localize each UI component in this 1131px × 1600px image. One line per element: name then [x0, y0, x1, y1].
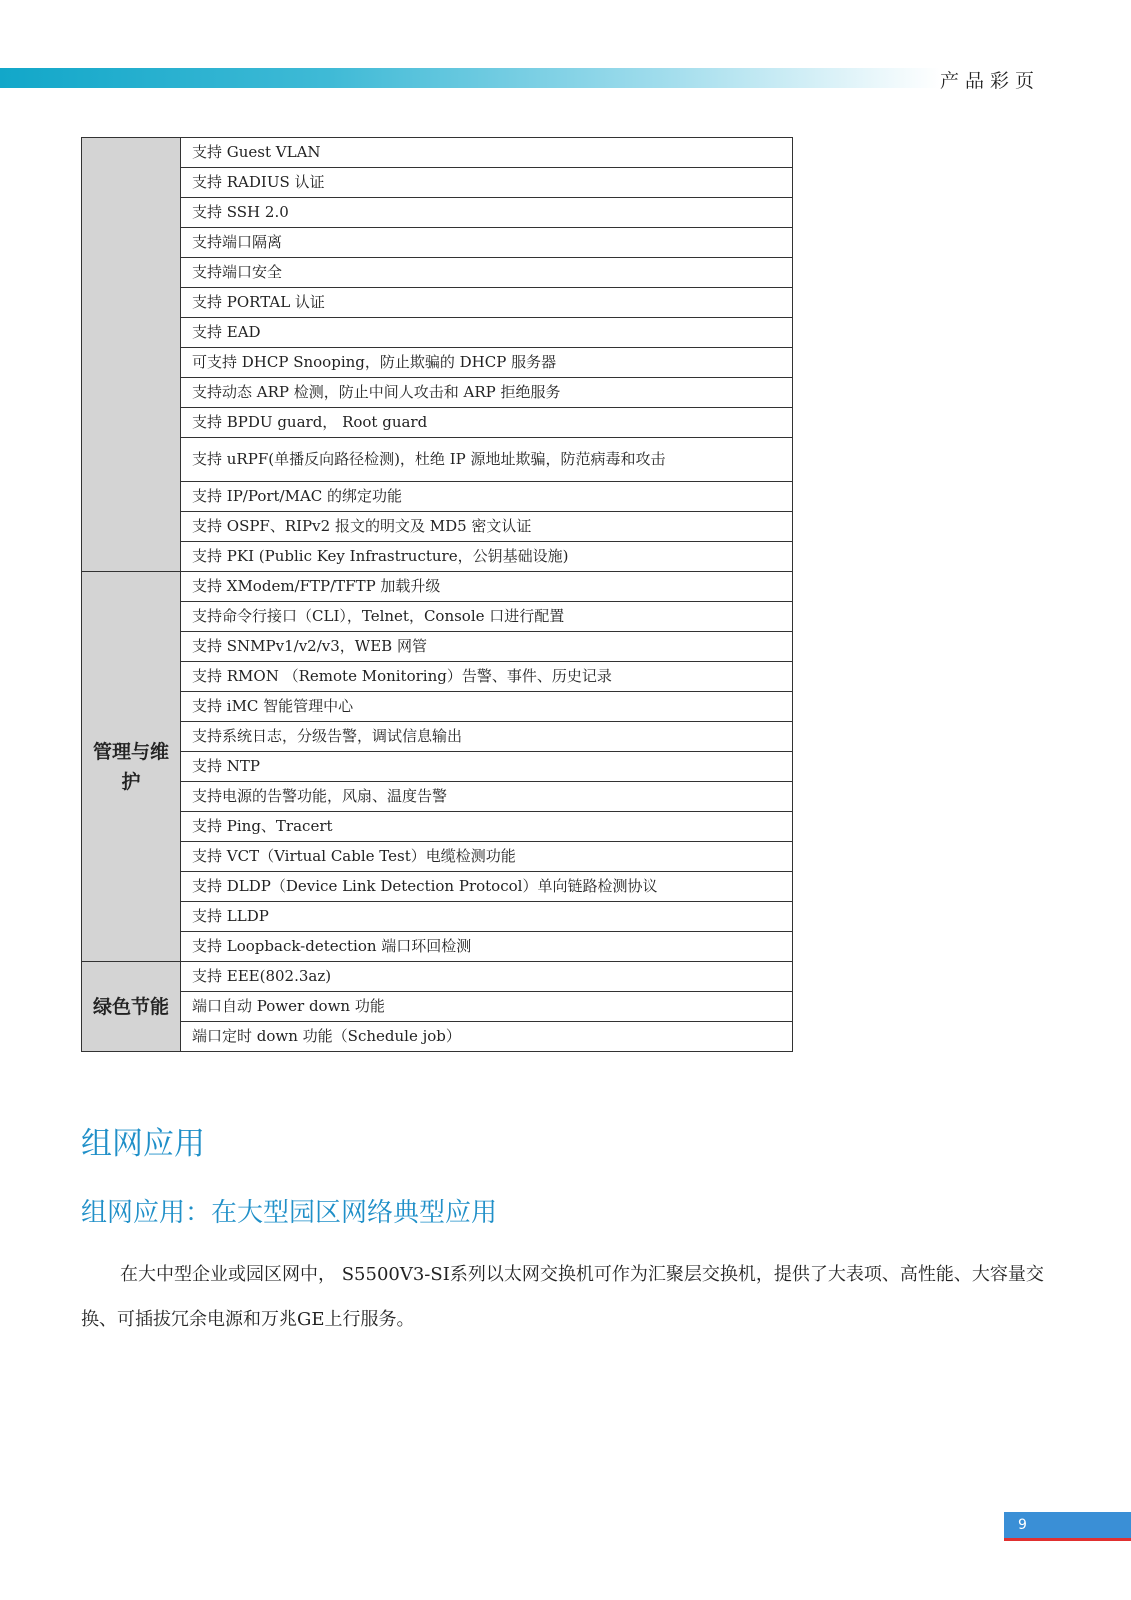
item-cell: 支持 uRPF(单播反向路径检测)，杜绝 IP 源地址欺骗，防范病毒和攻击: [181, 438, 793, 482]
item-cell: 支持 EAD: [181, 318, 793, 348]
item-cell: 端口自动 Power down 功能: [181, 992, 793, 1022]
spec-table: [81, 137, 793, 1052]
item-cell: 支持 LLDP: [181, 902, 793, 932]
item-cell: 支持 Ping、Tracert: [181, 812, 793, 842]
table-row: [82, 198, 793, 228]
item-cell: 支持 SSH 2.0: [181, 198, 793, 228]
table-row: [82, 258, 793, 288]
table-row: [82, 288, 793, 318]
table-row: [82, 168, 793, 198]
item-cell: 可支持 DHCP Snooping，防止欺骗的 DHCP 服务器: [181, 348, 793, 378]
item-cell: 支持 PKI (Public Key Infrastructure，公钥基础设施): [181, 542, 793, 572]
item-cell: 支持 OSPF、RIPv2 报文的明文及 MD5 密文认证: [181, 512, 793, 542]
item-cell: 支持 RMON （Remote Monitoring）告警、事件、历史记录: [181, 662, 793, 692]
item-cell: 支持电源的告警功能，风扇、温度告警: [181, 782, 793, 812]
table-row: [82, 662, 793, 692]
table-row: [82, 602, 793, 632]
table-row: [82, 1022, 793, 1052]
table-row: [82, 692, 793, 722]
table-row: [82, 542, 793, 572]
item-cell: 支持 BPDU guard， Root guard: [181, 408, 793, 438]
item-cell: 支持 IP/Port/MAC 的绑定功能: [181, 482, 793, 512]
item-cell: 支持 PORTAL 认证: [181, 288, 793, 318]
table-row: [82, 318, 793, 348]
table-row: [82, 408, 793, 438]
table-row: [82, 932, 793, 962]
item-cell: 支持命令行接口（CLI），Telnet，Console 口进行配置: [181, 602, 793, 632]
category-cell: [82, 138, 181, 572]
body-paragraph: 在大中型企业或园区网中， S5500V3-SI系列以太网交换机可作为汇聚层交换机，提供了大表项、高性能、大容量交换、可插拔冗余电源和万兆GE上行服务。: [81, 1264, 1044, 1330]
header-title: 产品彩页: [940, 70, 1041, 92]
item-cell: 支持 NTP: [181, 752, 793, 782]
item-cell: 支持 Guest VLAN: [181, 138, 793, 168]
item-cell: 支持 Loopback-detection 端口环回检测: [181, 932, 793, 962]
item-cell: 支持端口隔离: [181, 228, 793, 258]
header-gradient-bar: [0, 68, 940, 88]
table-row: [82, 348, 793, 378]
item-cell: 支持 DLDP（Device Link Detection Protocol）单向链路检测协议: [181, 872, 793, 902]
item-cell: 支持 iMC 智能管理中心: [181, 692, 793, 722]
page-number: 9: [1018, 1517, 1027, 1533]
table-row: [82, 962, 793, 992]
table-row: [82, 512, 793, 542]
item-cell: 支持 EEE(802.3az): [181, 962, 793, 992]
table-row: [82, 722, 793, 752]
item-cell: 支持 SNMPv1/v2/v3，WEB 网管: [181, 632, 793, 662]
table-row: [82, 572, 793, 602]
item-cell: 支持动态 ARP 检测，防止中间人攻击和 ARP 拒绝服务: [181, 378, 793, 408]
table-row: [82, 138, 793, 168]
table-row: [82, 632, 793, 662]
table-row: [82, 782, 793, 812]
item-cell: 支持 VCT（Virtual Cable Test）电缆检测功能: [181, 842, 793, 872]
category-cell: 管理与维护: [82, 572, 181, 962]
page-number-underline: [1004, 1538, 1131, 1541]
item-cell: 支持 RADIUS 认证: [181, 168, 793, 198]
table-row: [82, 438, 793, 482]
item-cell: 支持系统日志，分级告警，调试信息输出: [181, 722, 793, 752]
section-subheading: 组网应用：在大型园区网络典型应用: [81, 1198, 498, 1228]
table-row: [82, 872, 793, 902]
item-cell: 支持端口安全: [181, 258, 793, 288]
table-row: [82, 378, 793, 408]
table-row: [82, 228, 793, 258]
table-row: [82, 482, 793, 512]
item-cell: 支持 XModem/FTP/TFTP 加载升级: [181, 572, 793, 602]
table-row: [82, 902, 793, 932]
table-row: [82, 992, 793, 1022]
table-row: [82, 752, 793, 782]
table-row: [82, 842, 793, 872]
category-cell: 绿色节能: [82, 962, 181, 1052]
section-heading: 组网应用: [81, 1126, 205, 1162]
table-row: [82, 812, 793, 842]
item-cell: 端口定时 down 功能（Schedule job）: [181, 1022, 793, 1052]
